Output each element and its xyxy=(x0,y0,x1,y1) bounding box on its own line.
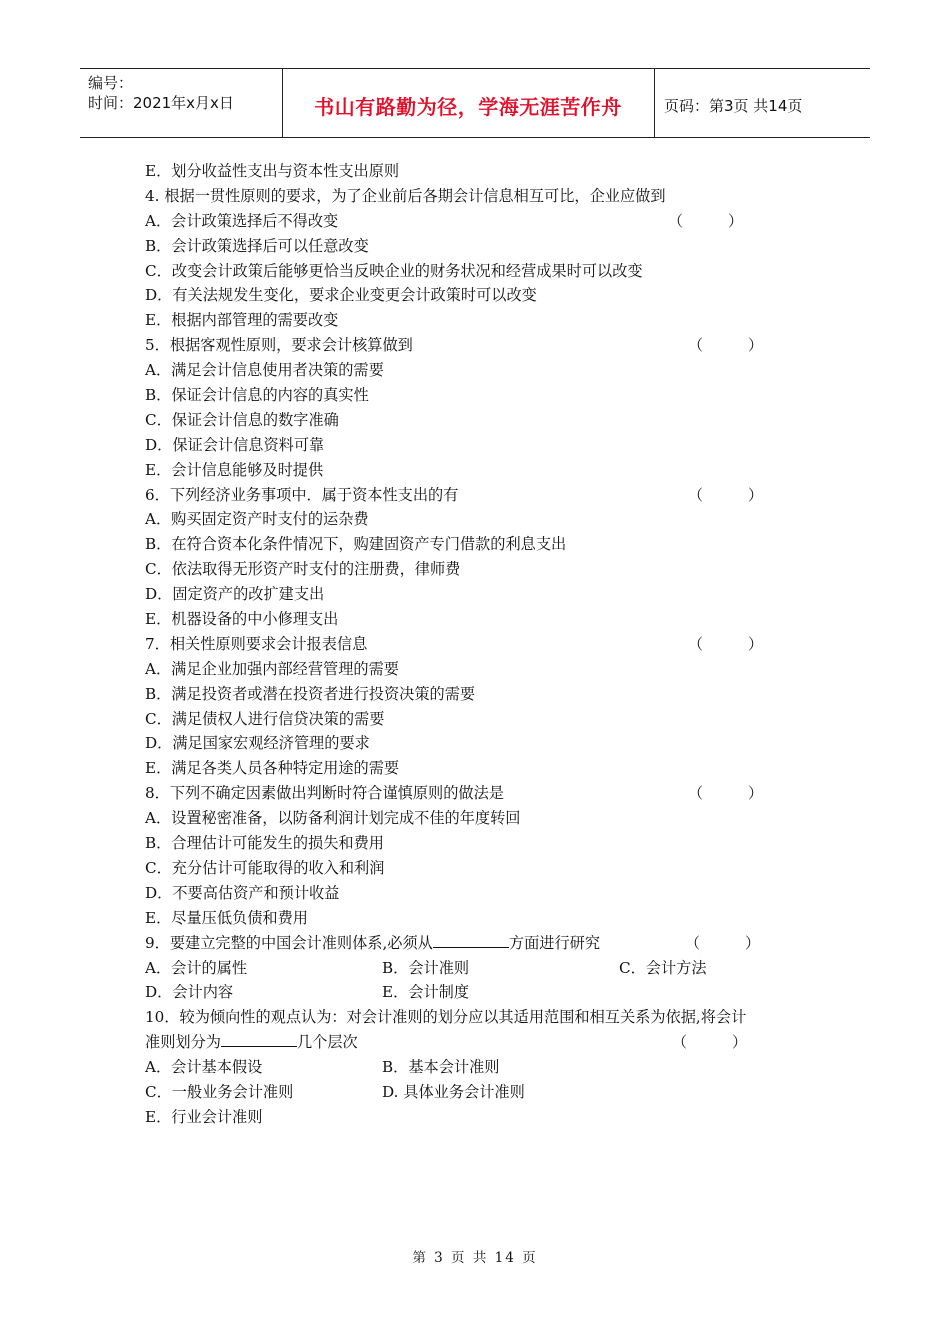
line-text: A．会计的属性 xyxy=(145,958,248,977)
text-line xyxy=(145,1005,825,1030)
line-text: D．有关法规发生变化，要求企业变更会计政策时可以改变 xyxy=(145,286,537,305)
header-motto: 书山有路勤为径，学海无涯苦作舟 xyxy=(314,95,622,119)
text-line xyxy=(145,159,825,184)
text-line xyxy=(145,1055,825,1080)
fill-in-blank xyxy=(221,1032,297,1047)
line-text: B．满足投资者或潜在投资者进行投资决策的需要 xyxy=(145,684,476,703)
text-line xyxy=(145,582,825,607)
line-text: C．充分估计可能取得的收入和利润 xyxy=(145,858,385,877)
line-text: 8．下列不确定因素做出判断时符合谨慎原则的做法是 xyxy=(145,784,504,803)
line-text: C．依法取得无形资产时支付的注册费，律师费 xyxy=(145,560,461,579)
line-text: C．改变会计政策后能够更恰当反映企业的财务状况和经营成果时可以改变 xyxy=(145,261,643,280)
line-text: E．尽量压低负债和费用 xyxy=(145,908,308,927)
document-number: 编号： xyxy=(88,74,134,92)
fill-in-blank xyxy=(433,933,509,948)
line-text-after-blank: 几个层次 xyxy=(296,1033,358,1052)
text-line xyxy=(145,1105,825,1130)
text-line xyxy=(145,980,825,1005)
option-text: C．会计方法 xyxy=(619,958,707,977)
line-text: 准则划分为 xyxy=(145,1033,221,1052)
text-line xyxy=(145,259,825,284)
header-divider xyxy=(654,69,655,137)
text-line xyxy=(145,209,825,234)
line-text: B．会计政策选择后可以任意改变 xyxy=(145,236,369,255)
text-line xyxy=(145,458,825,483)
option-text: D. 具体业务会计准则 xyxy=(382,1082,525,1101)
text-line xyxy=(145,358,825,383)
line-text: D．不要高估资产和预计收益 xyxy=(145,883,340,902)
text-line xyxy=(145,707,825,732)
line-text: E．满足各类人员各种特定用途的需要 xyxy=(145,759,400,778)
header-meta xyxy=(88,73,234,113)
line-text-after-blank: 方面进行研究 xyxy=(508,933,600,952)
text-line xyxy=(145,483,825,508)
page-header xyxy=(80,68,870,138)
text-line xyxy=(145,906,825,931)
option-text: E．会计制度 xyxy=(382,983,470,1002)
line-text: 9．要建立完整的中国会计准则体系,必须从 xyxy=(145,933,433,952)
line-text: E．会计信息能够及时提供 xyxy=(145,460,324,479)
text-line xyxy=(145,1080,825,1105)
answer-parentheses: （ ） xyxy=(685,933,761,952)
line-text: B．保证会计信息的内容的真实性 xyxy=(145,386,369,405)
text-line xyxy=(145,1030,825,1055)
text-line xyxy=(145,532,825,557)
text-line xyxy=(145,731,825,756)
text-line xyxy=(145,433,825,458)
line-text: A．会计基本假设 xyxy=(145,1058,263,1077)
line-text: E．划分收益性支出与资本性支出原则 xyxy=(145,162,400,180)
text-line xyxy=(145,856,825,881)
answer-parentheses: （ ） xyxy=(688,784,764,803)
line-text: E．机器设备的中小修理支出 xyxy=(145,610,339,629)
answer-parentheses: （ ） xyxy=(668,211,744,230)
text-line xyxy=(145,234,825,259)
option-text: B．基本会计准则 xyxy=(382,1058,500,1077)
line-text: B．在符合资本化条件情况下，购建固资产专门借款的利息支出 xyxy=(145,535,567,554)
page-footer: 第 3 页 共 14 页 xyxy=(412,1250,538,1266)
text-line xyxy=(145,632,825,657)
question-list xyxy=(145,159,825,1130)
text-line xyxy=(145,931,825,956)
text-line xyxy=(145,781,825,806)
document-time: 时间：2021年x月x日 xyxy=(88,94,234,112)
line-text: 10．较为倾向性的观点认为：对会计准则的划分应以其适用范围和相互关系为依据,将会计 xyxy=(145,1008,747,1027)
answer-parentheses: （ ） xyxy=(688,634,764,653)
line-text: A．会计政策选择后不得改变 xyxy=(145,211,339,230)
text-line xyxy=(145,507,825,532)
text-line xyxy=(145,682,825,707)
answer-parentheses: （ ） xyxy=(672,1033,748,1052)
line-text: E．根据内部管理的需要改变 xyxy=(145,311,339,330)
text-line xyxy=(145,956,825,981)
line-text: B．合理估计可能发生的损失和费用 xyxy=(145,834,384,853)
line-text: A．购买固定资产时支付的运杂费 xyxy=(145,510,369,529)
line-text: C．保证会计信息的数字准确 xyxy=(145,410,339,429)
text-line xyxy=(145,831,825,856)
text-line xyxy=(145,607,825,632)
line-text: A．设置秘密准备，以防备利润计划完成不佳的年度转回 xyxy=(145,809,521,828)
option-text: B．会计准则 xyxy=(382,958,470,977)
line-text: E．行业会计准则 xyxy=(145,1107,263,1126)
line-text: 5．根据客观性原则，要求会计核算做到 xyxy=(145,336,413,355)
text-line xyxy=(145,557,825,582)
text-line xyxy=(145,383,825,408)
line-text: 6．下列经济业务事项中．属于资本性支出的有 xyxy=(145,485,459,504)
answer-parentheses: （ ） xyxy=(688,336,764,355)
text-line xyxy=(145,333,825,358)
line-text: D．满足国家宏观经济管理的要求 xyxy=(145,734,370,753)
text-line xyxy=(145,184,825,209)
line-text: D．保证会计信息资料可靠 xyxy=(145,435,325,454)
line-text: 4. 根据一贯性原则的要求，为了企业前后各期会计信息相互可比，企业应做到 xyxy=(145,186,666,205)
line-text: D．固定资产的改扩建支出 xyxy=(145,585,325,604)
text-line xyxy=(145,657,825,682)
line-text: A．满足企业加强内部经营管理的需要 xyxy=(145,659,399,678)
text-line xyxy=(145,408,825,433)
header-page-number: 页码：第3页 共14页 xyxy=(664,97,803,115)
text-line xyxy=(145,881,825,906)
line-text: D．会计内容 xyxy=(145,983,234,1002)
text-line xyxy=(145,756,825,781)
line-text: 7．相关性原则要求会计报表信息 xyxy=(145,634,368,653)
answer-parentheses: （ ） xyxy=(688,485,764,504)
text-line xyxy=(145,308,825,333)
text-line xyxy=(145,283,825,308)
line-text: C．一般业务会计准则 xyxy=(145,1082,294,1101)
line-text: C．满足债权人进行信贷决策的需要 xyxy=(145,709,385,728)
line-text: A．满足会计信息使用者决策的需要 xyxy=(145,361,384,380)
text-line xyxy=(145,806,825,831)
